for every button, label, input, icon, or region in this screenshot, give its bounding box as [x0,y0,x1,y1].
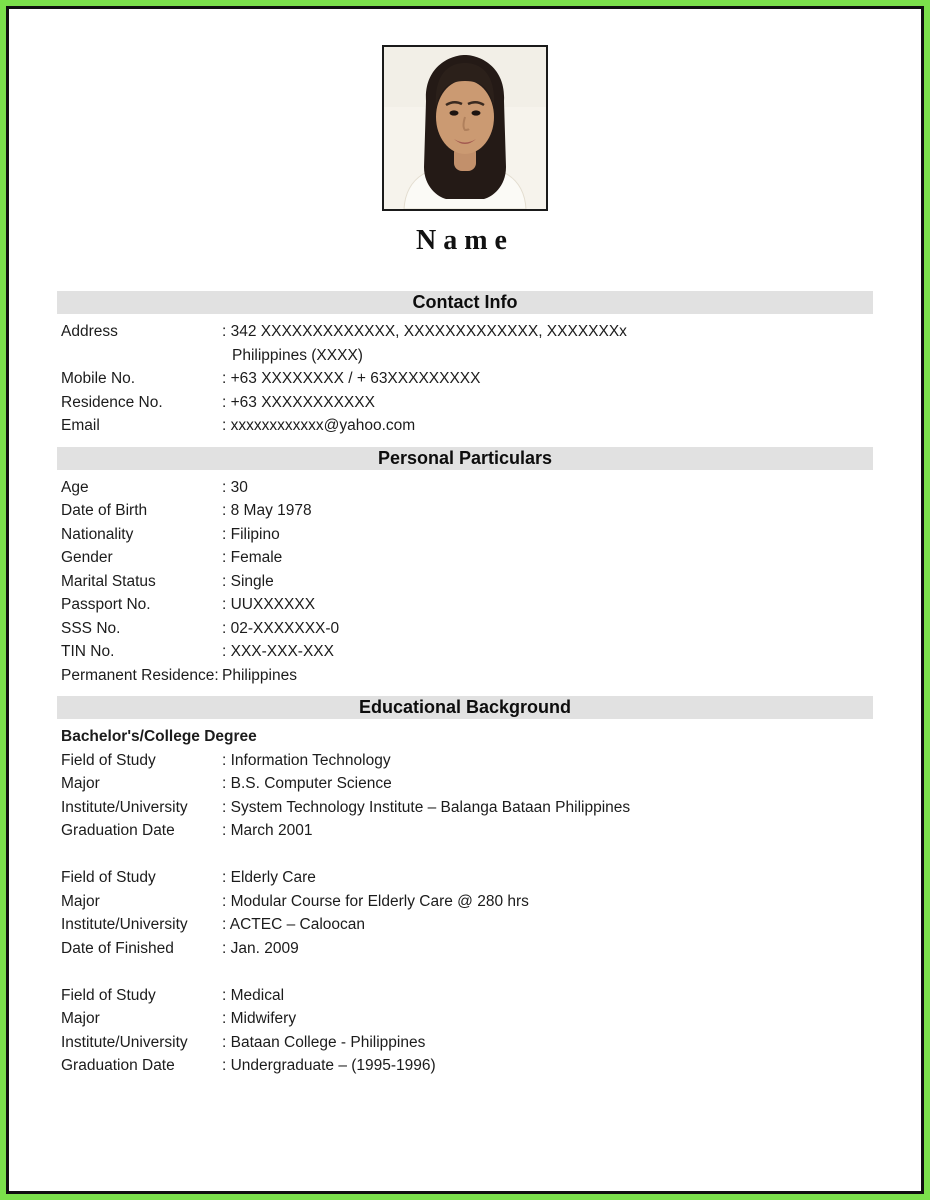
row-residence-no [61,391,873,415]
row-mobile-no-value: : +63 XXXXXXXX / + 63XXXXXXXXX [222,370,481,387]
row-institute-2-label: Institute/University [61,916,188,933]
applicant-photo-frame [382,45,548,211]
row-major-2-value: : Modular Course for Elderly Care @ 280 hrs [222,892,529,910]
row-permanent-residence-value: Philippines [222,666,297,684]
row-gender-label: Gender [61,549,113,566]
row-institute-3-value: : Bataan College - Philippines [222,1033,426,1051]
row-passport-no [61,593,873,617]
row-field-of-study-3-label: Field of Study [61,986,156,1004]
row-major-1-value: : B.S. Computer Science [222,775,392,792]
row-email-label: Email [61,417,100,434]
row-field-of-study-2-label: Field of Study [61,869,156,886]
row-graduation-date-3-value: : Undergraduate – (1995-1996) [222,1057,436,1074]
row-address-value-line1: : 342 XXXXXXXXXXXXX, XXXXXXXXXXXXX, XXXXXXXx [222,323,627,340]
row-field-of-study-3 [61,984,873,1008]
row-permanent-residence-label: Permanent Residence: [61,666,219,684]
row-major-1-label: Major [61,775,100,792]
row-field-of-study-3-value: : Medical [222,986,285,1004]
row-tin-no-value: : XXX-XXX-XXX [222,643,334,660]
row-institute-2-value: : ACTEC – Caloocan [222,916,366,933]
education-entry-1 [57,749,873,843]
row-email [61,414,873,438]
row-nationality-label: Nationality [61,525,134,543]
resume-inner-frame [6,6,924,1194]
section-header-contact-info: Contact Info [57,291,873,314]
row-date-of-birth [61,499,873,523]
applicant-photo [384,47,546,209]
row-institute-1-value: : System Technology Institute – Balanga Bataan Philippines [222,798,631,816]
row-field-of-study-1-label: Field of Study [61,751,156,769]
row-gender [61,546,873,570]
row-institute-3 [61,1031,873,1055]
section-header-personal-particulars: Personal Particulars [57,447,873,470]
row-mobile-no [61,367,873,391]
row-major-1 [61,772,873,796]
row-major-3 [61,1007,873,1031]
row-marital-status-value: : Single [222,572,274,590]
contact-info-rows [57,314,873,440]
row-passport-no-value: : UUXXXXXX [222,596,316,613]
education-entry-2 [57,866,873,960]
row-field-of-study-2-value: : Elderly Care [222,869,316,886]
row-nationality [61,523,873,547]
degree-heading: Bachelor's/College Degree [61,728,257,745]
row-gender-value: : Female [222,549,283,566]
row-marital-status-label: Marital Status [61,572,156,590]
row-field-of-study-1-value: : Information Technology [222,751,391,769]
row-age [61,476,873,500]
row-tin-no [61,640,873,664]
row-sss-no-label: SSS No. [61,619,121,637]
row-major-2-label: Major [61,892,100,910]
row-nationality-value: : Filipino [222,525,280,543]
row-field-of-study-2 [61,866,873,890]
row-graduation-date-1-value: : March 2001 [222,822,313,839]
row-address-label: Address [61,323,118,340]
row-passport-no-label: Passport No. [61,596,151,613]
row-graduation-date-1-label: Graduation Date [61,822,175,839]
row-graduation-date-3-label: Graduation Date [61,1057,175,1074]
row-institute-1 [61,796,873,820]
row-residence-no-label: Residence No. [61,393,163,411]
row-date-of-finished-2-label: Date of Finished [61,939,174,957]
row-major-3-value: : Midwifery [222,1010,297,1027]
row-institute-3-label: Institute/University [61,1033,188,1051]
row-graduation-date-1 [61,819,873,843]
row-date-of-birth-value: : 8 May 1978 [222,502,312,519]
row-field-of-study-1 [61,749,873,773]
applicant-name-title: Name [416,225,514,256]
personal-particulars-rows [57,470,873,690]
row-institute-1-label: Institute/University [61,798,188,816]
education-entry-3 [57,984,873,1078]
row-residence-no-value: : +63 XXXXXXXXXXX [222,393,375,411]
row-major-3-label: Major [61,1010,100,1027]
row-email-value: : xxxxxxxxxxxx@yahoo.com [222,417,416,434]
row-major-2 [61,890,873,914]
row-tin-no-label: TIN No. [61,643,115,660]
row-date-of-finished-2-value: : Jan. 2009 [222,939,299,957]
row-sss-no-value: : 02-XXXXXXX-0 [222,619,340,637]
row-sss-no [61,617,873,641]
row-marital-status [61,570,873,594]
section-header-educational-background: Educational Background [57,696,873,719]
row-address-value-line2: Philippines (XXXX) [232,346,363,364]
row-mobile-no-label: Mobile No. [61,370,136,387]
row-institute-2 [61,913,873,937]
row-graduation-date-3 [61,1054,873,1078]
row-date-of-birth-label: Date of Birth [61,502,148,519]
row-permanent-residence [61,664,873,688]
row-date-of-finished-2 [61,937,873,961]
row-age-label: Age [61,478,89,496]
row-address [61,320,873,367]
row-address-value [222,320,873,367]
row-age-value: : 30 [222,478,248,496]
